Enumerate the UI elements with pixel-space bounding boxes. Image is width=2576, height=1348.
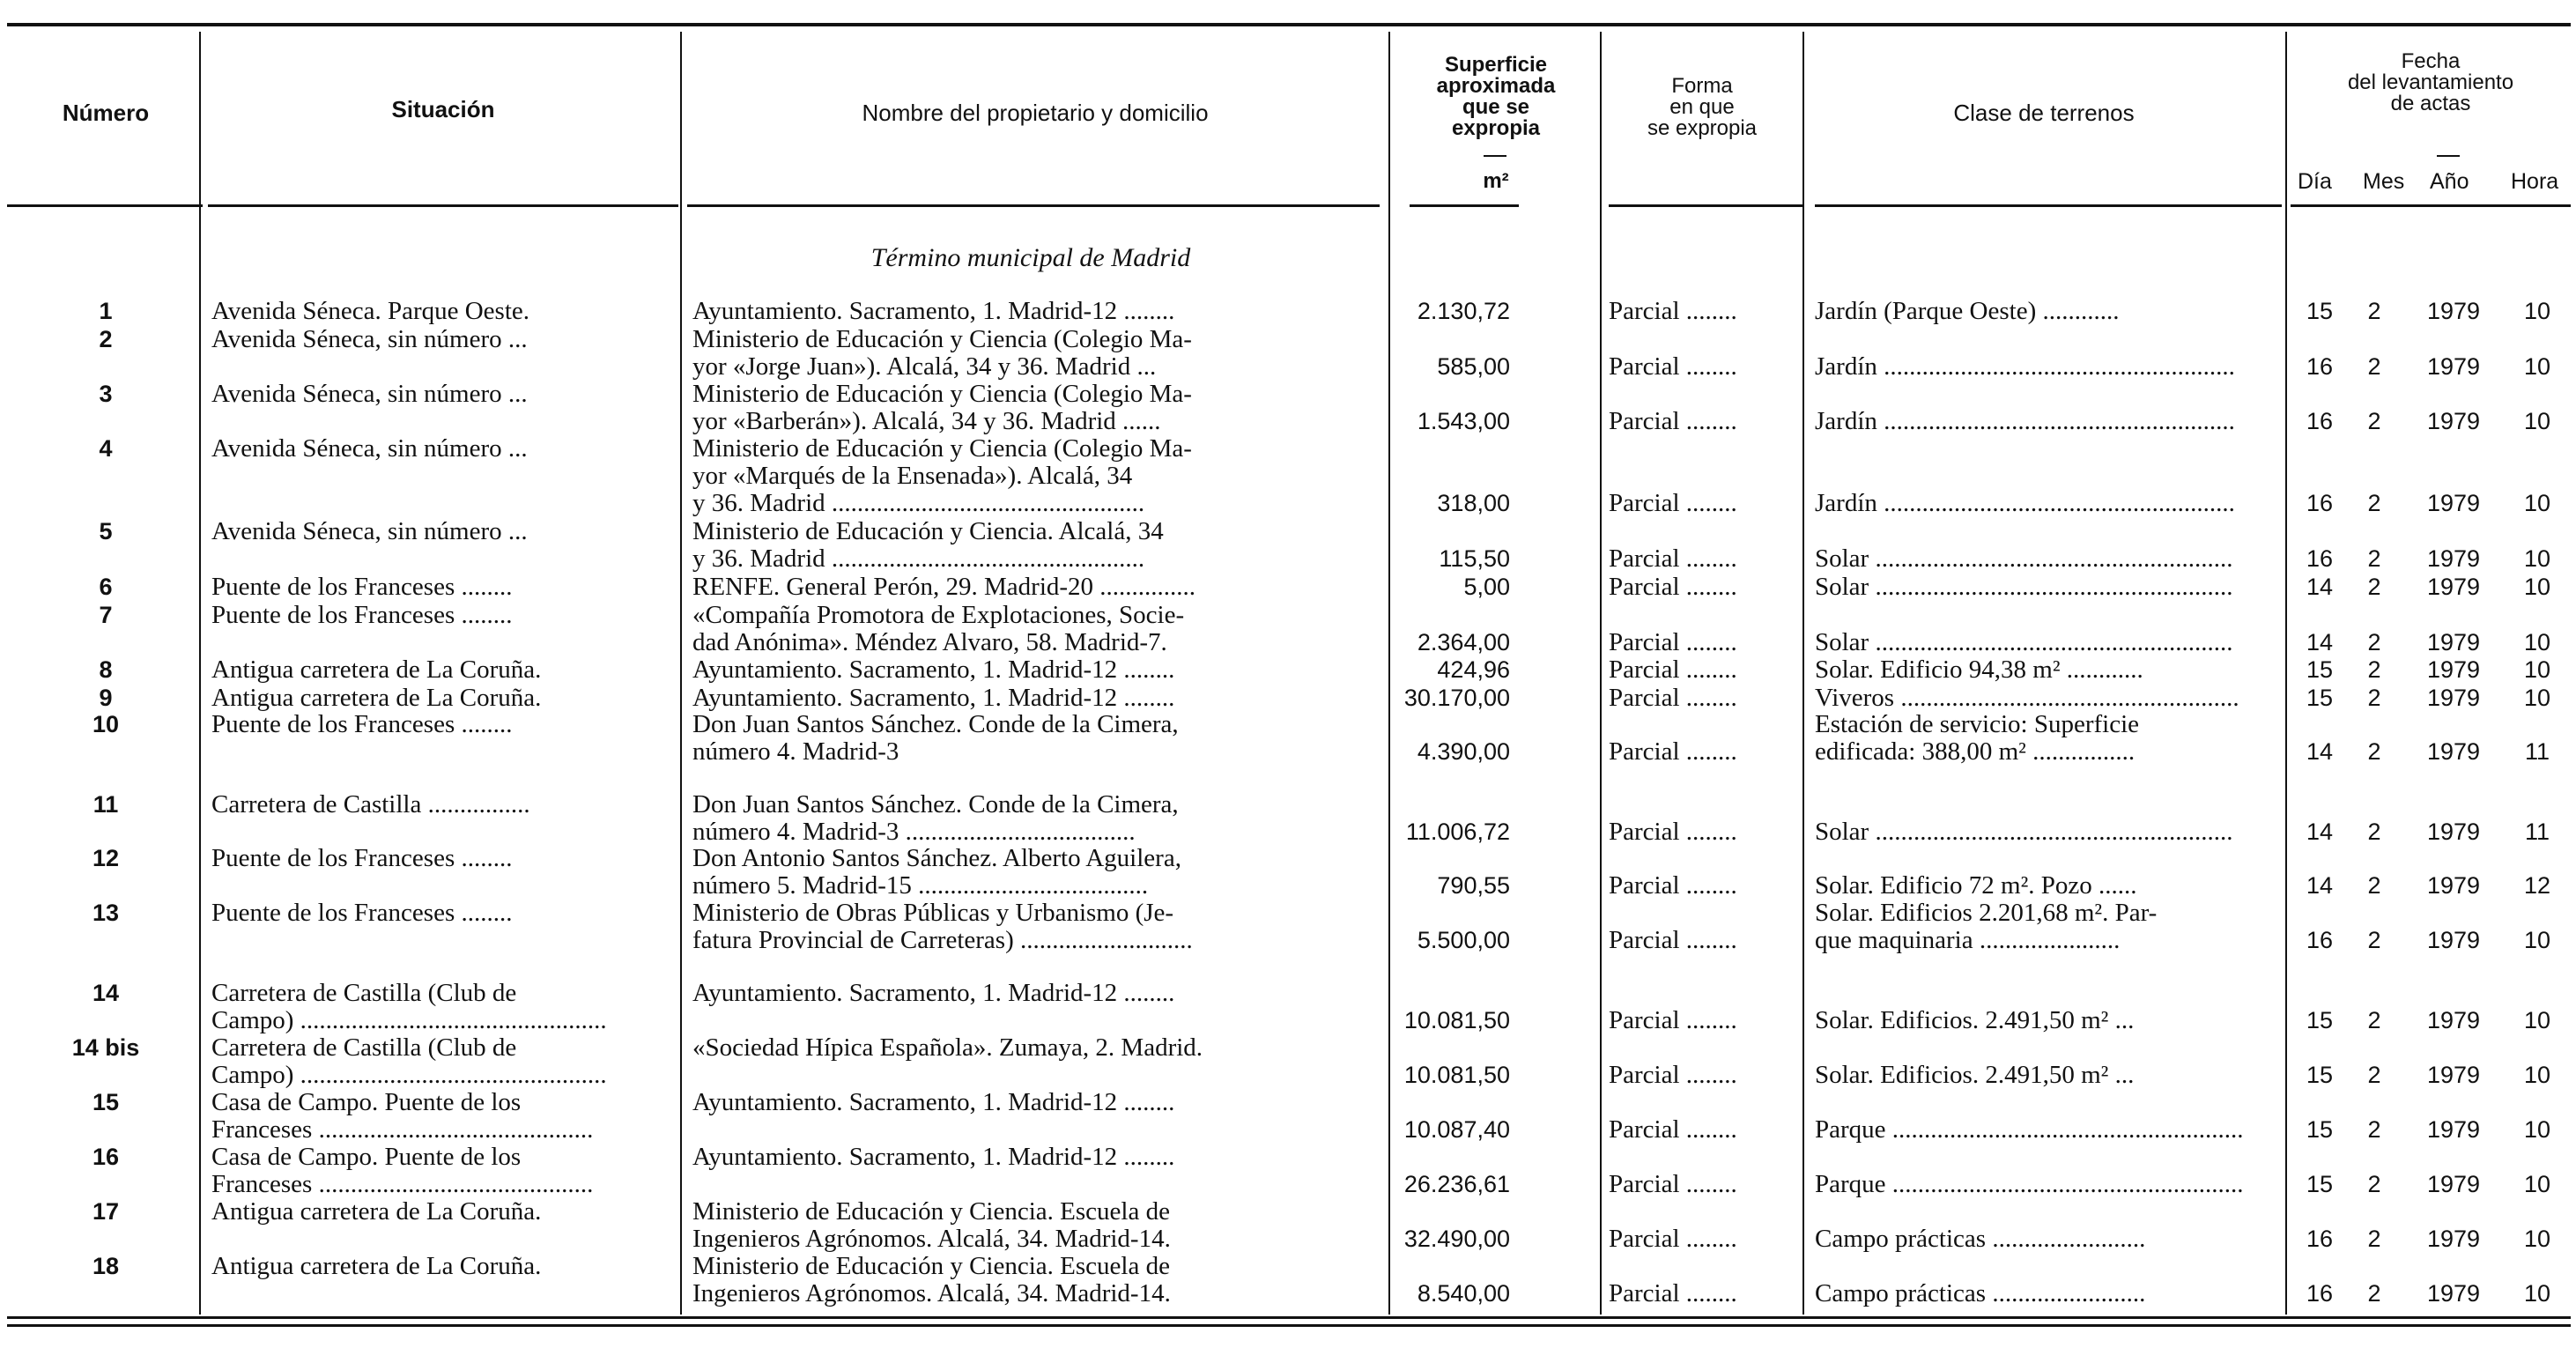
row-clase: Solar. Edificios 2.201,68 m². Par- (1815, 900, 2158, 927)
row-superficie: 4.390,00 (1417, 738, 1510, 765)
header-rule-numero (7, 204, 203, 207)
row-situacion: Campo) ................................................ (211, 1007, 607, 1034)
row-mes: 2 (2367, 1280, 2381, 1307)
row-situacion: Avenida Séneca, sin número ... (211, 518, 528, 545)
row-number: 15 (92, 1089, 120, 1115)
row-situacion: Antigua carretera de La Coruña. (211, 685, 542, 712)
row-propietario: dad Anónima». Méndez Alvaro, 58. Madrid-7. (692, 629, 1167, 656)
row-forma: Parcial ........ (1609, 629, 1737, 656)
header-situacion: Situación (391, 96, 495, 122)
row-hora: 10 (2523, 1116, 2551, 1143)
row-forma: Parcial ........ (1609, 574, 1737, 601)
row-ano: 1979 (2426, 298, 2481, 324)
header-numero: Número (62, 100, 150, 126)
row-forma: Parcial ........ (1609, 408, 1737, 435)
header-superficie-2: aproximada (1436, 74, 1556, 98)
row-ano: 1979 (2426, 1062, 2481, 1088)
row-forma: Parcial ........ (1609, 353, 1737, 381)
row-superficie: 8.540,00 (1417, 1280, 1510, 1307)
row-number: 1 (99, 298, 113, 324)
row-forma: Parcial ........ (1609, 490, 1737, 517)
row-ano: 1979 (2426, 408, 2481, 434)
row-situacion: Avenida Séneca, sin número ... (211, 435, 528, 463)
row-clase: Campo prácticas ........................ (1815, 1280, 2146, 1307)
top-rule (7, 23, 2571, 26)
row-dia: 14 (2306, 872, 2334, 899)
column-divider-1 (199, 32, 201, 1315)
row-mes: 2 (2367, 1116, 2381, 1143)
row-superficie: 10.087,40 (1403, 1116, 1510, 1143)
header-rule-propietario (687, 204, 1380, 207)
row-dia: 15 (2306, 298, 2334, 324)
row-hora: 11 (2524, 738, 2550, 765)
row-dia: 15 (2306, 1171, 2334, 1197)
row-number: 14 (92, 980, 120, 1006)
row-superficie: 30.170,00 (1403, 685, 1510, 711)
row-clase: Jardín ....................................................... (1815, 353, 2235, 381)
row-propietario: número 4. Madrid-3 (692, 738, 899, 766)
row-propietario: y 36. Madrid ................................................. (692, 490, 1145, 517)
row-ano: 1979 (2426, 872, 2481, 899)
row-hora: 10 (2523, 490, 2551, 516)
row-forma: Parcial ........ (1609, 1280, 1737, 1307)
row-dia: 16 (2306, 927, 2334, 953)
row-forma: Parcial ........ (1609, 1116, 1737, 1144)
row-situacion: Franceses ........................................... (211, 1116, 594, 1144)
section-caption: Término municipal de Madrid (870, 243, 1191, 272)
row-propietario: yor «Jorge Juan»). Alcalá, 34 y 36. Madrid ... (692, 353, 1157, 381)
row-propietario: Ingenieros Agrónomos. Alcalá, 34. Madrid-14. (692, 1226, 1171, 1253)
header-forma-3: se expropia (1647, 116, 1758, 140)
row-propietario: Ministerio de Educación y Ciencia. Alcalá, 34 (692, 518, 1164, 545)
row-forma: Parcial ........ (1609, 1062, 1737, 1089)
row-propietario: yor «Marqués de la Ensenada»). Alcalá, 34 (692, 463, 1133, 490)
row-number: 7 (99, 602, 113, 628)
row-hora: 10 (2523, 1280, 2551, 1307)
row-situacion: Casa de Campo. Puente de los (211, 1089, 522, 1116)
row-propietario: fatura Provincial de Carreteras) ........................... (692, 927, 1193, 954)
row-mes: 2 (2367, 738, 2381, 765)
row-propietario: Ingenieros Agrónomos. Alcalá, 34. Madrid-14. (692, 1280, 1171, 1307)
column-divider-2 (680, 32, 682, 1315)
row-ano: 1979 (2426, 490, 2481, 516)
row-hora: 10 (2523, 574, 2551, 600)
row-mes: 2 (2367, 1171, 2381, 1197)
row-superficie: 1.543,00 (1417, 408, 1510, 434)
header-rule-clase (1815, 204, 2282, 207)
row-propietario: Ayuntamiento. Sacramento, 1. Madrid-12 ........ (692, 656, 1175, 684)
bottom-rule-1 (7, 1316, 2571, 1319)
header-dia: Día (2298, 169, 2332, 194)
row-hora: 10 (2523, 545, 2551, 572)
row-situacion: Puente de los Franceses ........ (211, 602, 513, 629)
row-dia: 16 (2306, 490, 2334, 516)
row-clase: Solar ........................................................ (1815, 574, 2233, 601)
row-situacion: Antigua carretera de La Coruña. (211, 656, 542, 684)
row-ano: 1979 (2426, 656, 2481, 683)
row-superficie: 2.364,00 (1417, 629, 1510, 655)
row-propietario: yor «Barberán»). Alcalá, 34 y 36. Madrid ...... (692, 408, 1161, 435)
row-mes: 2 (2367, 545, 2381, 572)
row-situacion: Puente de los Franceses ........ (211, 574, 513, 601)
row-superficie: 790,55 (1437, 872, 1510, 899)
row-clase: Solar. Edificios. 2.491,50 m² ... (1815, 1007, 2135, 1034)
row-hora: 10 (2523, 927, 2551, 953)
row-superficie: 26.236,61 (1403, 1171, 1510, 1197)
row-propietario: Ministerio de Educación y Ciencia. Escuela de (692, 1198, 1170, 1226)
row-superficie: 5.500,00 (1417, 927, 1510, 953)
row-clase: Solar ........................................................ (1815, 818, 2233, 846)
row-situacion: Campo) ................................................ (211, 1062, 607, 1089)
column-divider-5 (1802, 32, 1804, 1315)
row-dia: 15 (2306, 1062, 2334, 1088)
row-clase: Viveros ..................................................... (1815, 685, 2239, 712)
header-forma-2: en que (1669, 95, 1735, 119)
row-mes: 2 (2367, 1007, 2381, 1033)
header-fecha-3: de actas (2390, 92, 2471, 115)
row-dia: 15 (2306, 1116, 2334, 1143)
header-rule-superficie (1410, 204, 1519, 207)
row-propietario: Ayuntamiento. Sacramento, 1. Madrid-12 ........ (692, 298, 1175, 325)
row-ano: 1979 (2426, 927, 2481, 953)
row-number: 10 (92, 711, 120, 737)
row-clase: edificada: 388,00 m² ................ (1815, 738, 2136, 766)
row-hora: 12 (2523, 872, 2551, 899)
row-ano: 1979 (2426, 1116, 2481, 1143)
header-fecha-2: del levantamiento (2347, 70, 2514, 94)
row-propietario: Ministerio de Educación y Ciencia (Colegio Ma- (692, 381, 1192, 408)
row-propietario: «Sociedad Hípica Española». Zumaya, 2. Madrid. (692, 1034, 1203, 1062)
row-number: 5 (99, 518, 113, 544)
row-propietario: Don Antonio Santos Sánchez. Alberto Aguilera, (692, 845, 1181, 872)
row-forma: Parcial ........ (1609, 1171, 1737, 1198)
row-mes: 2 (2367, 298, 2381, 324)
row-dia: 14 (2306, 818, 2334, 845)
row-propietario: y 36. Madrid ................................................. (692, 545, 1145, 573)
row-clase: Parque ....................................................... (1815, 1171, 2244, 1198)
row-dia: 16 (2306, 1226, 2334, 1252)
row-dia: 16 (2306, 408, 2334, 434)
row-mes: 2 (2367, 656, 2381, 683)
row-dia: 16 (2306, 1280, 2334, 1307)
row-mes: 2 (2367, 1062, 2381, 1088)
row-superficie: 5,00 (1463, 574, 1510, 600)
row-hora: 10 (2523, 1226, 2551, 1252)
header-rule-forma (1609, 204, 1802, 207)
row-superficie: 10.081,50 (1403, 1007, 1510, 1033)
row-ano: 1979 (2426, 629, 2481, 655)
row-situacion: Avenida Séneca. Parque Oeste. (211, 298, 530, 325)
row-ano: 1979 (2426, 1280, 2481, 1307)
header-superficie-1: Superficie (1444, 53, 1548, 77)
row-clase: Jardín (Parque Oeste) ............ (1815, 298, 2120, 325)
row-clase: Solar ........................................................ (1815, 629, 2233, 656)
row-superficie: 115,50 (1439, 545, 1510, 572)
row-number: 3 (99, 381, 113, 407)
row-situacion: Casa de Campo. Puente de los (211, 1144, 522, 1171)
row-number: 4 (99, 435, 113, 462)
row-hora: 10 (2523, 1007, 2551, 1033)
ano-macron (2437, 155, 2460, 157)
row-clase: Jardín ....................................................... (1815, 490, 2235, 517)
row-mes: 2 (2367, 353, 2381, 380)
row-ano: 1979 (2426, 353, 2481, 380)
row-propietario: Ayuntamiento. Sacramento, 1. Madrid-12 ........ (692, 685, 1175, 712)
row-propietario: «Compañía Promotora de Explotaciones, Socie- (692, 602, 1185, 629)
row-propietario: Ministerio de Educación y Ciencia (Colegio Ma- (692, 435, 1192, 463)
row-situacion: Carretera de Castilla (Club de (211, 1034, 517, 1062)
row-situacion: Puente de los Franceses ........ (211, 711, 513, 738)
row-superficie: 424,96 (1437, 656, 1510, 683)
row-clase: Estación de servicio: Superficie (1815, 711, 2140, 738)
row-number: 18 (92, 1253, 120, 1279)
row-mes: 2 (2367, 872, 2381, 899)
row-dia: 16 (2306, 353, 2334, 380)
row-mes: 2 (2367, 408, 2381, 434)
row-situacion: Antigua carretera de La Coruña. (211, 1198, 542, 1226)
row-hora: 10 (2523, 353, 2551, 380)
row-mes: 2 (2367, 1226, 2381, 1252)
row-forma: Parcial ........ (1609, 1007, 1737, 1034)
row-situacion: Carretera de Castilla ................ (211, 791, 530, 818)
row-mes: 2 (2367, 629, 2381, 655)
header-superficie-4: expropia (1451, 116, 1541, 140)
row-propietario: número 5. Madrid-15 .................................... (692, 872, 1149, 900)
header-ano: Año (2430, 169, 2469, 194)
row-propietario: Ministerio de Obras Públicas y Urbanismo (Je- (692, 900, 1174, 927)
column-divider-3 (1388, 32, 1390, 1315)
row-ano: 1979 (2426, 545, 2481, 572)
row-number: 17 (92, 1198, 120, 1225)
row-superficie: 585,00 (1437, 353, 1510, 380)
row-superficie: 11.006,72 (1405, 818, 1510, 845)
row-superficie: 318,00 (1437, 490, 1510, 516)
row-mes: 2 (2367, 818, 2381, 845)
row-forma: Parcial ........ (1609, 545, 1737, 573)
row-dia: 15 (2306, 656, 2334, 683)
row-clase: Solar ........................................................ (1815, 545, 2233, 573)
row-propietario: Ayuntamiento. Sacramento, 1. Madrid-12 ........ (692, 1089, 1175, 1116)
row-ano: 1979 (2426, 574, 2481, 600)
row-propietario: Don Juan Santos Sánchez. Conde de la Cimera, (692, 791, 1179, 818)
row-situacion: Franceses ........................................... (211, 1171, 594, 1198)
column-divider-6 (2285, 32, 2287, 1315)
row-mes: 2 (2367, 574, 2381, 600)
row-dia: 14 (2306, 738, 2334, 765)
row-hora: 10 (2523, 685, 2551, 711)
row-dia: 15 (2306, 1007, 2334, 1033)
row-number: 11 (93, 791, 119, 818)
header-rule-situacion (208, 204, 678, 207)
header-hora: Hora (2511, 169, 2559, 194)
column-divider-4 (1600, 32, 1602, 1315)
row-number: 8 (99, 656, 113, 683)
row-ano: 1979 (2426, 1007, 2481, 1033)
row-situacion: Antigua carretera de La Coruña. (211, 1253, 542, 1280)
row-propietario: RENFE. General Perón, 29. Madrid-20 ............... (692, 574, 1196, 601)
header-superficie-unit: m² (1483, 169, 1509, 193)
row-mes: 2 (2367, 927, 2381, 953)
row-situacion: Puente de los Franceses ........ (211, 845, 513, 872)
row-propietario: Ayuntamiento. Sacramento, 1. Madrid-12 ........ (692, 1144, 1175, 1171)
row-hora: 10 (2523, 629, 2551, 655)
row-forma: Parcial ........ (1609, 298, 1737, 325)
header-mes: Mes (2363, 169, 2405, 194)
row-ano: 1979 (2426, 1226, 2481, 1252)
header-fecha-1: Fecha (2401, 49, 2461, 73)
row-propietario: número 4. Madrid-3 .................................... (692, 818, 1136, 846)
row-situacion: Puente de los Franceses ........ (211, 900, 513, 927)
row-clase: Parque ....................................................... (1815, 1116, 2244, 1144)
row-hora: 10 (2523, 656, 2551, 683)
row-ano: 1979 (2426, 738, 2481, 765)
row-number: 13 (92, 900, 120, 926)
row-situacion: Avenida Séneca, sin número ... (211, 326, 528, 353)
row-ano: 1979 (2426, 1171, 2481, 1197)
row-mes: 2 (2367, 490, 2381, 516)
row-number: 2 (99, 326, 113, 352)
row-hora: 10 (2523, 298, 2551, 324)
row-number: 14 bis (71, 1034, 140, 1061)
header-rule-fecha (2291, 204, 2571, 207)
row-dia: 15 (2306, 685, 2334, 711)
header-clase: Clase de terrenos (1953, 100, 2135, 126)
row-superficie: 2.130,72 (1417, 298, 1510, 324)
header-forma-1: Forma (1671, 74, 1733, 98)
row-clase: Solar. Edificios. 2.491,50 m² ... (1815, 1062, 2135, 1089)
header-superficie-3: que se (1462, 95, 1530, 119)
row-ano: 1979 (2426, 818, 2481, 845)
row-clase: Jardín ....................................................... (1815, 408, 2235, 435)
row-number: 12 (92, 845, 120, 871)
row-number: 16 (92, 1144, 120, 1170)
row-dia: 14 (2306, 629, 2334, 655)
row-dia: 14 (2306, 574, 2334, 600)
superficie-macron (1484, 155, 1506, 157)
row-forma: Parcial ........ (1609, 656, 1737, 684)
row-clase: Campo prácticas ........................ (1815, 1226, 2146, 1253)
row-propietario: Don Juan Santos Sánchez. Conde de la Cimera, (692, 711, 1179, 738)
row-superficie: 10.081,50 (1403, 1062, 1510, 1088)
row-clase: que maquinaria ...................... (1815, 927, 2121, 954)
row-clase: Solar. Edificio 72 m². Pozo ...... (1815, 872, 2137, 900)
row-forma: Parcial ........ (1609, 818, 1737, 846)
row-forma: Parcial ........ (1609, 927, 1737, 954)
row-forma: Parcial ........ (1609, 685, 1737, 712)
row-forma: Parcial ........ (1609, 872, 1737, 900)
row-ano: 1979 (2426, 685, 2481, 711)
row-mes: 2 (2367, 685, 2381, 711)
row-hora: 10 (2523, 1171, 2551, 1197)
row-superficie: 32.490,00 (1403, 1226, 1510, 1252)
row-propietario: Ministerio de Educación y Ciencia (Colegio Ma- (692, 326, 1192, 353)
row-number: 6 (99, 574, 113, 600)
row-number: 9 (99, 685, 113, 711)
row-clase: Solar. Edificio 94,38 m² ............ (1815, 656, 2143, 684)
row-propietario: Ministerio de Educación y Ciencia. Escuela de (692, 1253, 1170, 1280)
row-hora: 11 (2524, 818, 2550, 845)
header-propietario: Nombre del propietario y domicilio (862, 100, 1209, 126)
bottom-rule-2 (7, 1324, 2571, 1327)
row-dia: 16 (2306, 545, 2334, 572)
row-hora: 10 (2523, 1062, 2551, 1088)
row-forma: Parcial ........ (1609, 1226, 1737, 1253)
row-situacion: Avenida Séneca, sin número ... (211, 381, 528, 408)
row-forma: Parcial ........ (1609, 738, 1737, 766)
row-hora: 10 (2523, 408, 2551, 434)
row-propietario: Ayuntamiento. Sacramento, 1. Madrid-12 ........ (692, 980, 1175, 1007)
row-situacion: Carretera de Castilla (Club de (211, 980, 517, 1007)
